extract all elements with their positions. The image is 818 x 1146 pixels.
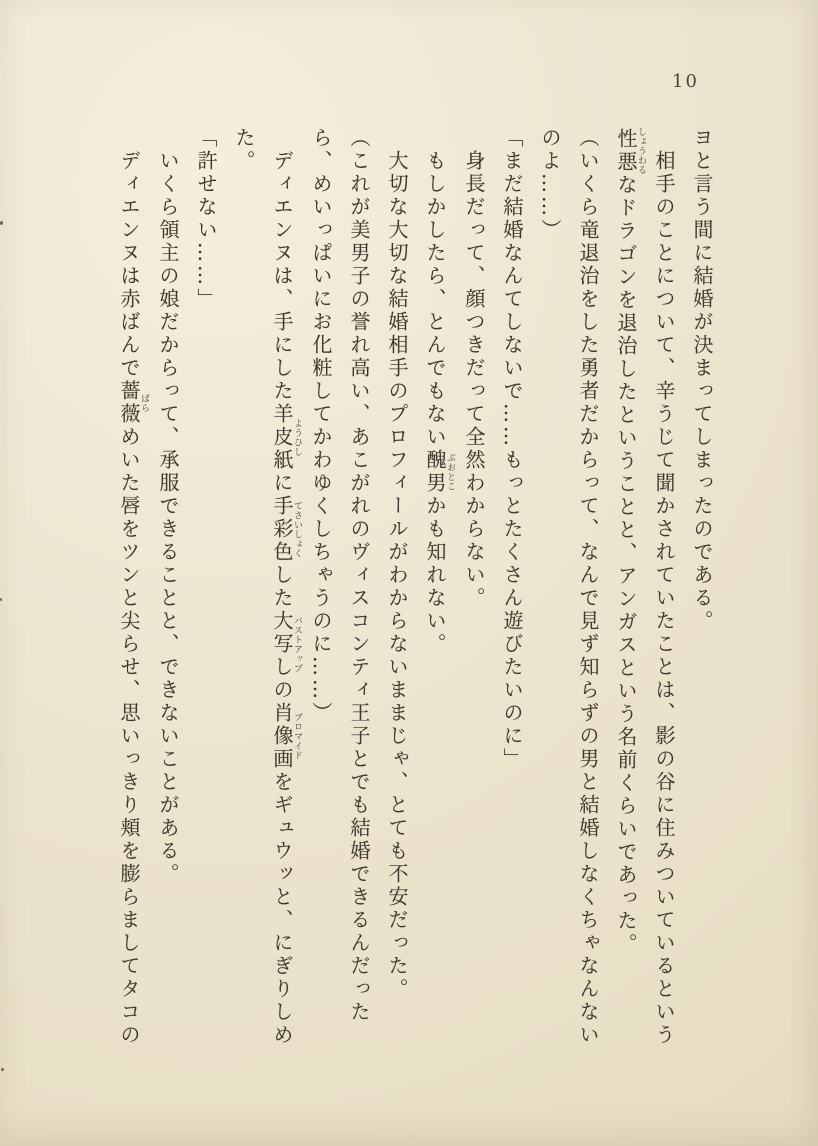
furigana-reading: しょうわる: [636, 127, 646, 175]
paragraph: ディエンヌは赤ばんで薔薇ばらめいた唇をツンと尖らせ、思いっきり頬を膨らましてタコの: [117, 150, 149, 1047]
furigana-term: 醜男ぶおとこ: [423, 449, 455, 495]
furigana-reading: ぶおとこ: [445, 449, 455, 495]
page-number: 10: [672, 71, 699, 92]
scan-speck: [0, 598, 2, 601]
furigana-term: 羊皮紙ようひし: [270, 403, 302, 472]
paragraph: 「許せない……」: [194, 127, 218, 311]
paragraph: 相手のことについて、辛うじて聞かされていたことは、影の谷に住みついているという性悪しょうわるなドラゴンを退治したということと、アンガスという名前くらいであった。: [614, 127, 676, 1047]
scan-speck: [1, 1068, 4, 1071]
furigana-term: 肖像画ブロマイド: [270, 702, 302, 771]
paragraph: 大切な大切な結婚相手のプロフィールがわからないままじゃ、とても不安だった。: [385, 150, 409, 1001]
paragraph: もしかしたら、とんでもない醜男ぶおとこかも知れない。: [423, 150, 455, 656]
furigana-term: 大写しバストアップ: [270, 610, 302, 679]
furigana-term: 手彩色てさいしょく: [270, 495, 302, 564]
furigana-reading: バストアップ: [292, 610, 302, 679]
paragraph: 「まだ結婚なんてしないで……もっとたくさん遊びたいのに」: [500, 127, 524, 771]
furigana-reading: ようひし: [292, 403, 302, 472]
paragraph: いくら領主の娘だからって、承服できることと、できないことがある。: [156, 150, 180, 886]
paragraph: ヨと言う間に結婚が決まってしまったのである。: [690, 127, 714, 633]
furigana-reading: てさいしょく: [292, 495, 302, 564]
paragraph: （これが美男子の誉れ高い、あこがれのヴィスコンティ王子とでも結婚できるんだったら、めいっぱいにお化粧してかわゆくしちゃうのに……）: [309, 127, 371, 1024]
furigana-term: 性悪しょうわる: [614, 127, 646, 175]
scan-speck: [0, 221, 3, 225]
paragraph: ディエンヌは、手にした羊皮紙ようひしに手彩色てさいしょくした大写しバストアップの肖像画ブロマイドをギュウッと、にぎりしめた。: [232, 127, 302, 1047]
paragraph: 身長だって、顔つきだって全然わからない。: [462, 150, 486, 610]
paragraph: （いくら竜退治をした勇者だからって、なんで見ず知らずの男と結婚しなくちゃなんないのよ……）: [538, 127, 600, 1047]
furigana-reading: ブロマイド: [292, 702, 302, 771]
body-text: [110, 127, 721, 1057]
furigana-term: 薔薇ばら: [117, 380, 149, 426]
furigana-reading: ばら: [139, 380, 149, 426]
